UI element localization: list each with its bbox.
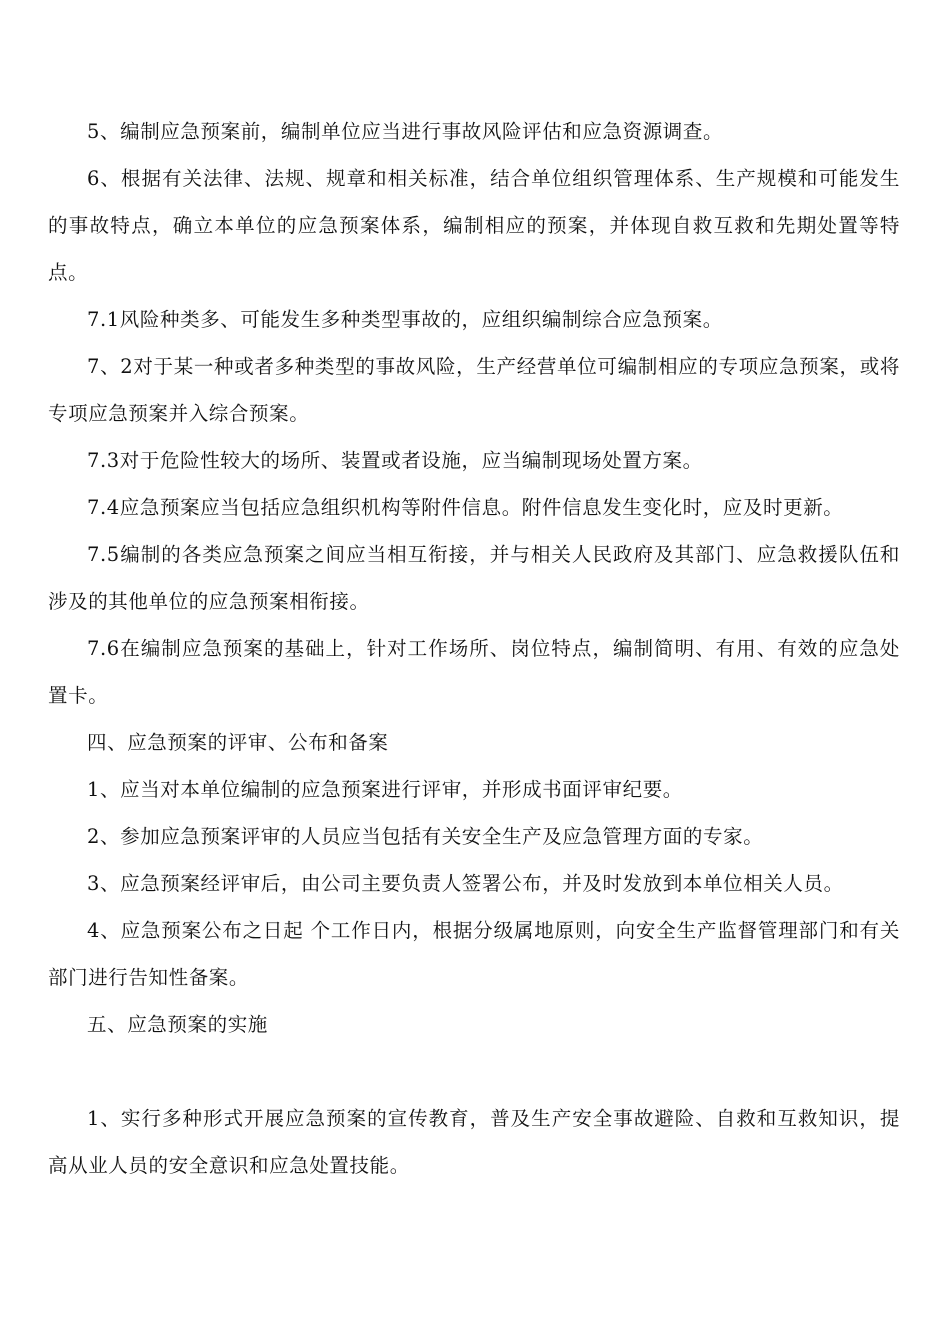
paragraph-5: 5、编制应急预案前，编制单位应当进行事故风险评估和应急资源调查。 [87,120,724,143]
paragraph-5-1: 1、实行多种形式开展应急预案的宣传教育，普及生产安全事故避险、自救和互救知识，提高从业人员的安全意识和应急处置技能。 [48,1107,900,1177]
paragraph-7-6: 7.6在编制应急预案的基础上，针对工作场所、岗位特点，编制简明、有用、有效的应急处置卡。 [48,637,900,707]
paragraph-4-1: 1、应当对本单位编制的应急预案进行评审，并形成书面评审纪要。 [87,778,683,801]
paragraph-7-3: 7.3对于危险性较大的场所、装置或者设施，应当编制现场处置方案。 [87,449,703,472]
paragraph-4-2: 2、参加应急预案评审的人员应当包括有关安全生产及应急管理方面的专家。 [87,825,764,848]
document-body [48,108,900,1189]
blank-line [48,1048,900,1095]
paragraph-7-2: 7、2对于某一种或者多种类型的事故风险，生产经营单位可编制相应的专项应急预案，或将专项应急预案并入综合预案。 [48,355,900,425]
paragraph-7-1: 7.1风险种类多、可能发生多种类型事故的，应组织编制综合应急预案。 [87,308,723,331]
paragraph-4-3: 3、应急预案经评审后，由公司主要负责人签署公布，并及时发放到本单位相关人员。 [87,872,844,895]
paragraph-7-4: 7.4应急预案应当包括应急组织机构等附件信息。附件信息发生变化时，应及时更新。 [87,496,844,519]
paragraph-4-4: 4、应急预案公布之日起 个工作日内，根据分级属地原则，向安全生产监督管理部门和有关部门进行告知性备案。 [48,919,900,989]
paragraph-7-5: 7.5编制的各类应急预案之间应当相互衔接，并与相关人民政府及其部门、应急救援队伍和涉及的其他单位的应急预案相衔接。 [48,543,900,613]
paragraph-6: 6、根据有关法律、法规、规章和相关标准，结合单位组织管理体系、生产规模和可能发生的事故特点，确立本单位的应急预案体系，编制相应的预案，并体现自救互救和先期处置等特点。 [48,167,900,284]
section-heading-5: 五、应急预案的实施 [87,1013,268,1036]
section-heading-4: 四、应急预案的评审、公布和备案 [87,731,389,754]
